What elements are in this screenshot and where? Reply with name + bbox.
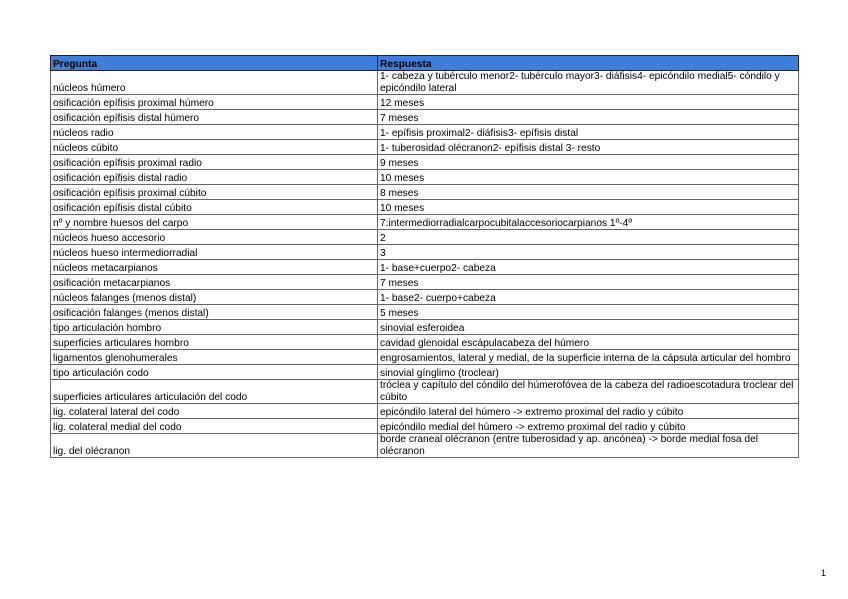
answer-cell: cavidad glenoidal escápulacabeza del húmero [378,335,799,350]
question-cell: osificación epífisis distal cúbito [51,200,378,215]
question-cell: núcleos cúbito [51,140,378,155]
answer-cell: 7 meses [378,275,799,290]
answer-cell: 7 meses [378,110,799,125]
question-cell: superficies articulares hombro [51,335,378,350]
table-row [51,215,799,230]
question-cell: ligamentos glenohumerales [51,350,378,365]
question-cell: lig. colateral medial del codo [51,419,378,434]
answer-cell: 1- tuberosidad olécranon2- epífisis distal 3- resto [378,140,799,155]
page-number: 1 [820,568,826,578]
question-cell: osificación epífisis proximal radio [51,155,378,170]
table-row [51,245,799,260]
answer-cell: 1- base2- cuerpo+cabeza [378,290,799,305]
answer-cell: 1- epífisis proximal2- diáfisis3- epífisis distal [378,125,799,140]
table-row [51,335,799,350]
answer-cell: 10 meses [378,200,799,215]
answer-cell: 1- base+cuerpo2- cabeza [378,260,799,275]
answer-cell: borde craneal olécranon (entre tuberosidad y ap. ancónea) -> borde medial fosa del olécranon [378,434,799,458]
answer-cell: sinovial gínglimo (troclear) [378,365,799,380]
table-row [51,230,799,245]
header-row [51,56,799,71]
question-cell: lig. del olécranon [51,434,378,458]
table-row [51,71,799,95]
table-row [51,200,799,215]
answer-cell: 3 [378,245,799,260]
table-row [51,155,799,170]
question-cell: nº y nombre huesos del carpo [51,215,378,230]
question-cell: osificación epífisis proximal húmero [51,95,378,110]
question-cell: núcleos hueso accesorio [51,230,378,245]
table-row [51,419,799,434]
table-row [51,95,799,110]
question-cell: núcleos metacarpianos [51,260,378,275]
question-cell: núcleos falanges (menos distal) [51,290,378,305]
table-row [51,140,799,155]
answer-cell: 1- cabeza y tubérculo menor2- tubérculo mayor3- diáfisis4- epicóndilo medial5- cóndilo y epicóndilo lateral [378,71,799,95]
answer-cell: 2 [378,230,799,245]
table-row [51,260,799,275]
question-cell: núcleos hueso intermediorradial [51,245,378,260]
table-row [51,170,799,185]
table-row [51,380,799,404]
question-cell: osificación metacarpianos [51,275,378,290]
answer-cell: tróclea y capítulo del cóndilo del húmerofóvea de la cabeza del radioescotadura troclear del cúbito [378,380,799,404]
question-cell: tipo articulación hombro [51,320,378,335]
question-cell: osificación epífisis proximal cúbito [51,185,378,200]
question-cell: lig. colateral lateral del codo [51,404,378,419]
table-row [51,290,799,305]
table-row [51,110,799,125]
answer-cell: 12 meses [378,95,799,110]
answer-cell: 7:intermediorradialcarpocubitalaccesoriocarpianos 1º-4º [378,215,799,230]
header-pregunta: Pregunta [51,56,378,71]
question-cell: osificación epífisis distal húmero [51,110,378,125]
question-cell: superficies articulares articulación del codo [51,380,378,404]
answer-cell: epicóndilo medial del húmero -> extremo proximal del radio y cúbito [378,419,799,434]
table-row [51,125,799,140]
question-cell: osificación falanges (menos distal) [51,305,378,320]
answer-cell: 9 meses [378,155,799,170]
table-row [51,185,799,200]
table-row [51,350,799,365]
answer-cell: 8 meses [378,185,799,200]
table-row [51,434,799,458]
answer-cell: epicóndilo lateral del húmero -> extremo proximal del radio y cúbito [378,404,799,419]
answer-cell: sinovial esferoidea [378,320,799,335]
question-cell: núcleos húmero [51,71,378,95]
table-row [51,365,799,380]
question-cell: osificación epífisis distal radio [51,170,378,185]
table-row [51,320,799,335]
question-cell: tipo articulación codo [51,365,378,380]
question-cell: núcleos radio [51,125,378,140]
answer-cell: 10 meses [378,170,799,185]
header-respuesta: Respuesta [378,56,799,71]
answer-cell: engrosamientos, lateral y medial, de la superficie interna de la cápsula articular del hombro [378,350,799,365]
table-row [51,305,799,320]
answer-cell: 5 meses [378,305,799,320]
table-row [51,404,799,419]
table-body [51,71,799,458]
table-row [51,275,799,290]
qa-table [50,55,799,458]
